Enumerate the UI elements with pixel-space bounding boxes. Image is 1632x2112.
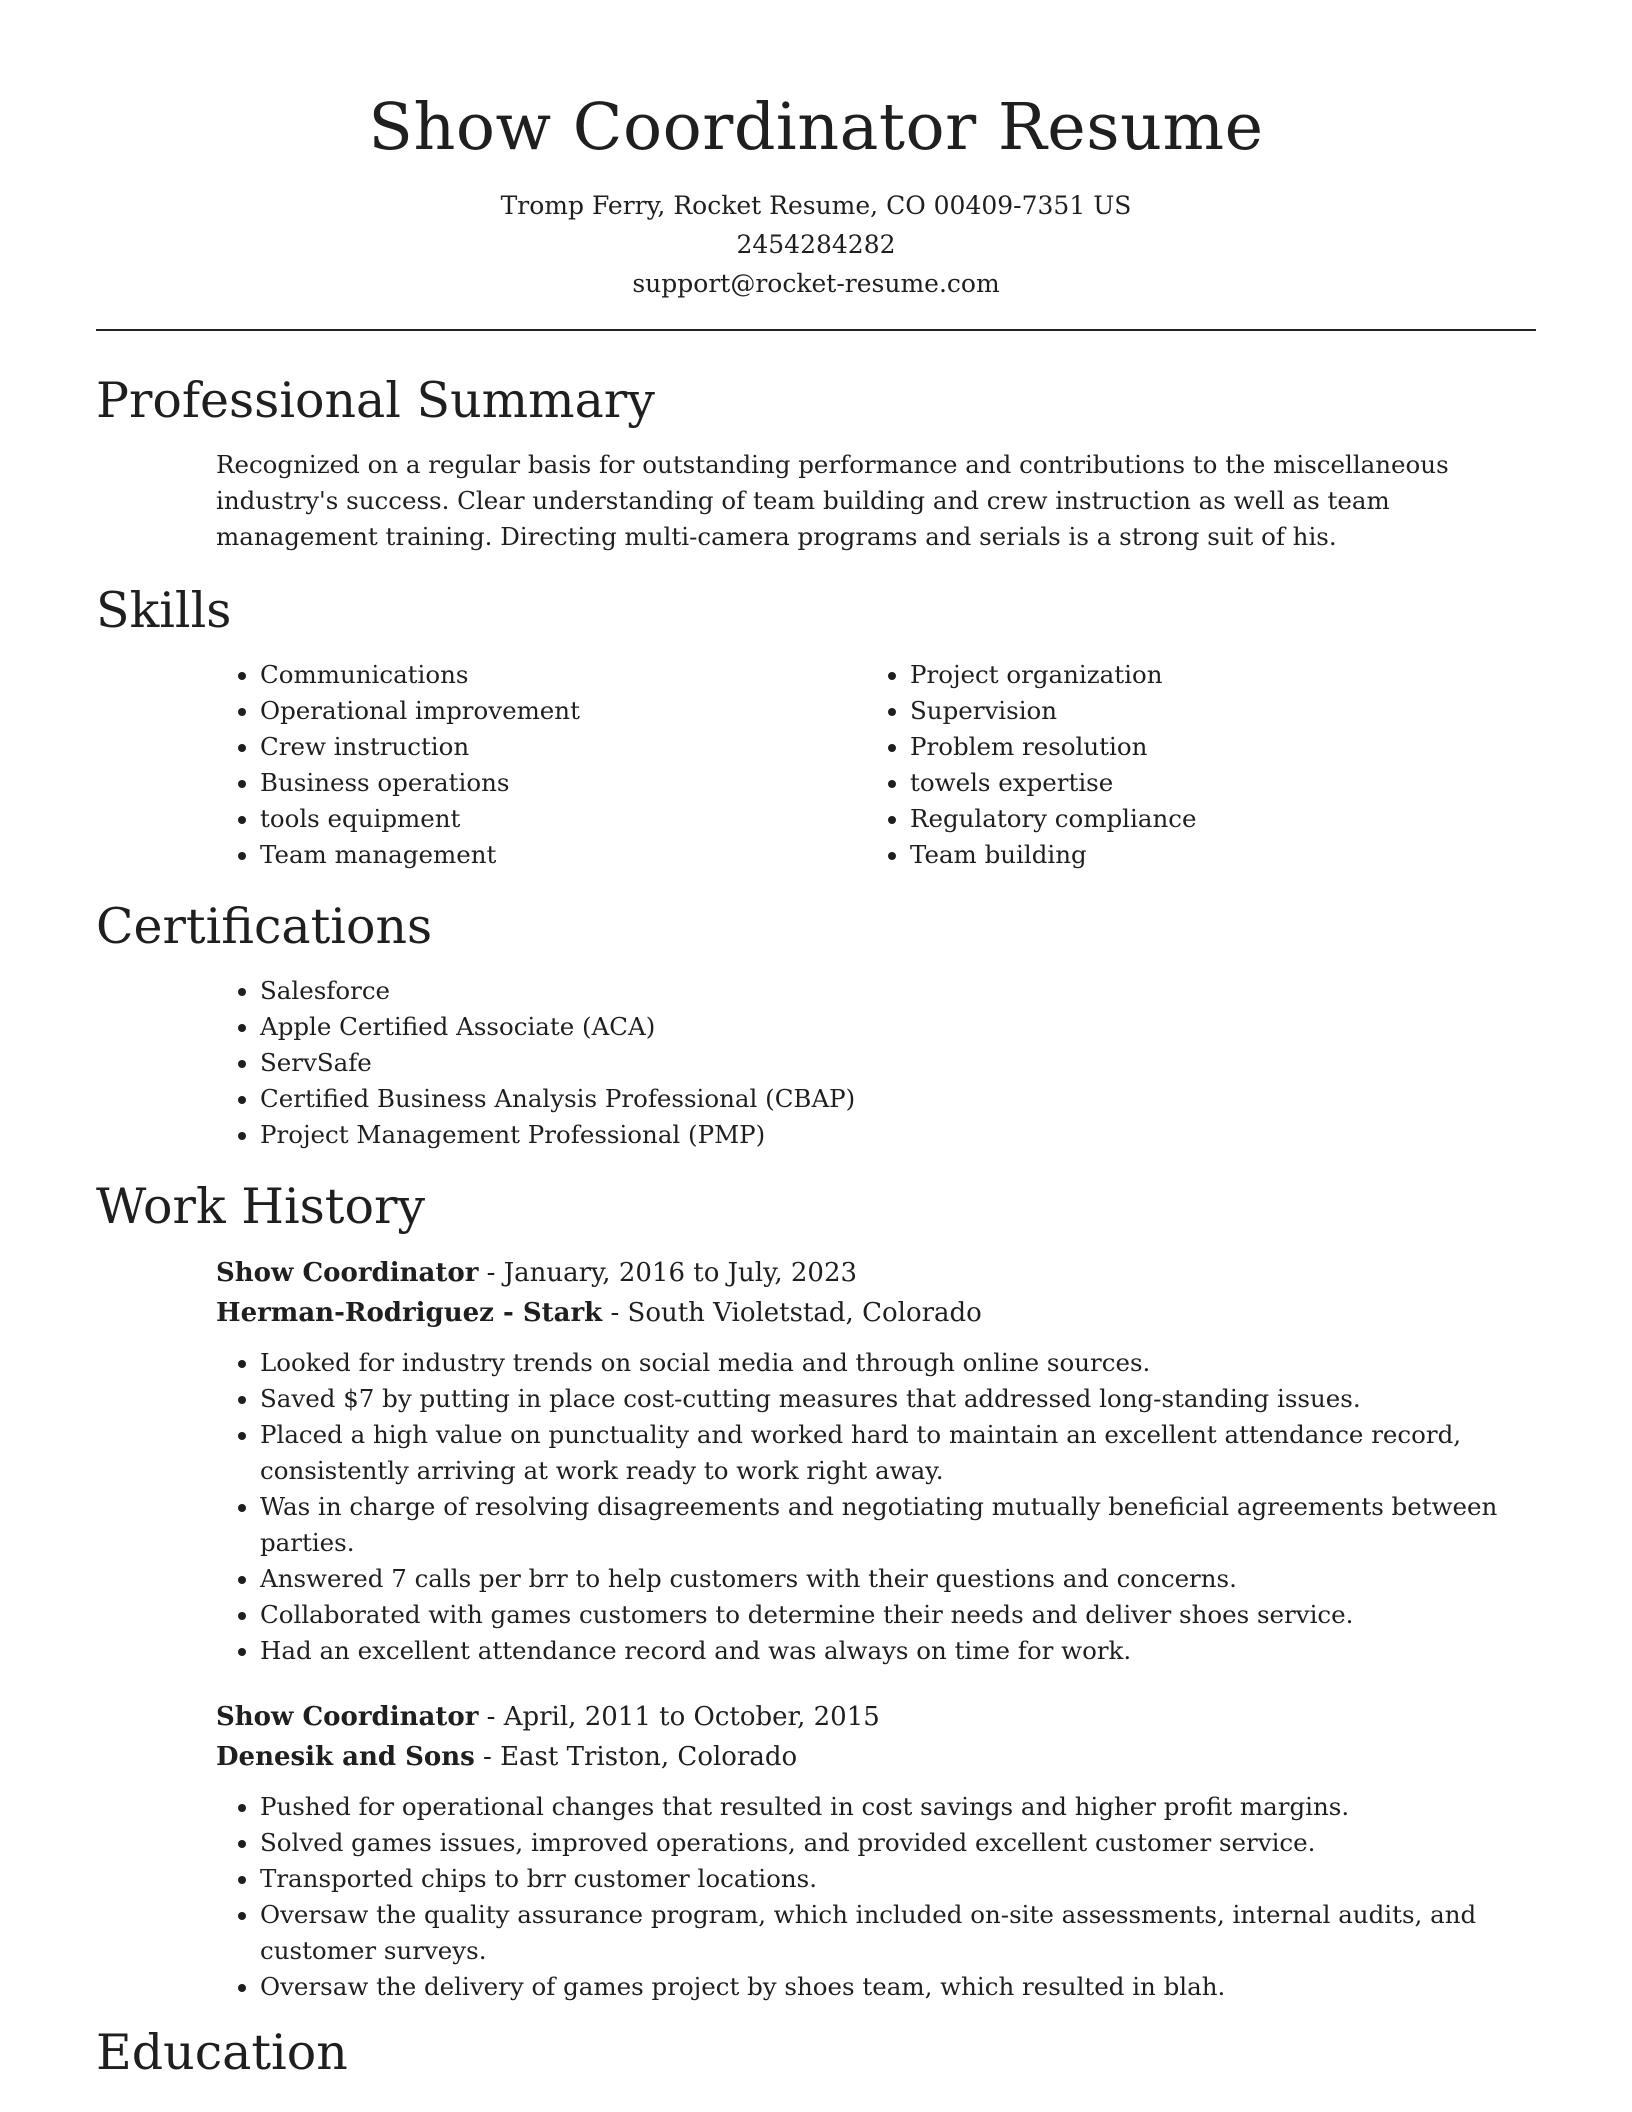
contact-email: support@rocket-resume.com — [632, 269, 1000, 298]
list-item: • Communications — [260, 657, 866, 693]
list-item: • Oversaw the quality assurance program, which included on-site assessments, internal audits, and customer surveys. — [260, 1897, 1536, 1969]
skills-left-column — [216, 657, 866, 873]
job-header — [216, 1697, 1536, 1777]
job-title: Show Coordinator — [216, 1258, 479, 1288]
job-bullets — [216, 1789, 1536, 2005]
contact-address: Tromp Ferry, Rocket Resume, CO 00409-7351 US — [500, 191, 1132, 220]
job-location: - South Violetstad, Colorado — [602, 1298, 982, 1328]
list-item: • ServSafe — [260, 1045, 1536, 1081]
summary-heading: Professional Summary — [96, 372, 655, 429]
list-item: • Pushed for operational changes that resulted in cost savings and higher profit margins. — [260, 1789, 1536, 1825]
list-item: • Transported chips to brr customer locations. — [260, 1861, 1536, 1897]
list-item: • Supervision — [910, 693, 1516, 729]
list-item: • tools equipment — [260, 801, 866, 837]
skills-right-column — [866, 657, 1516, 873]
job-header — [216, 1253, 1536, 1333]
job-entry — [96, 1697, 1536, 2005]
list-item: • Solved games issues, improved operations, and provided excellent customer service. — [260, 1825, 1536, 1861]
resume-page — [96, 0, 1536, 2087]
list-item: • Had an excellent attendance record and was always on time for work. — [260, 1633, 1536, 1669]
list-item: • Business operations — [260, 765, 866, 801]
job-location: - East Triston, Colorado — [474, 1742, 798, 1772]
list-item: • Regulatory compliance — [910, 801, 1516, 837]
list-item: • Problem resolution — [910, 729, 1516, 765]
resume-title: Show Coordinator Resume — [368, 90, 1264, 165]
skills-heading: Skills — [96, 582, 232, 639]
list-item: • Operational improvement — [260, 693, 866, 729]
list-item: • Answered 7 calls per brr to help customers with their questions and concerns. — [260, 1561, 1536, 1597]
education-heading: Education — [96, 2024, 348, 2081]
job-title-line — [216, 1697, 1536, 1737]
certifications-section — [96, 893, 1536, 1153]
list-item: • Team building — [910, 837, 1516, 873]
list-item: • Looked for industry trends on social media and through online sources. — [260, 1345, 1536, 1381]
skills-section — [96, 577, 1536, 873]
resume-header — [96, 0, 1536, 303]
job-company-line — [216, 1293, 1536, 1333]
summary-section — [96, 367, 1536, 555]
skills-columns — [216, 657, 1536, 873]
job-title-line — [216, 1253, 1536, 1293]
contact-block — [96, 186, 1536, 303]
list-item: • Salesforce — [260, 973, 1536, 1009]
job-bullets — [216, 1345, 1536, 1669]
list-item: • Apple Certified Associate (ACA) — [260, 1009, 1536, 1045]
list-item: • Team management — [260, 837, 866, 873]
certifications-heading: Certifications — [96, 898, 433, 955]
job-entry — [96, 1253, 1536, 1669]
job-company: Herman-Rodriguez - Stark — [216, 1298, 603, 1328]
job-dates: - April, 2011 to October, 2015 — [478, 1702, 880, 1732]
list-item: • Oversaw the delivery of games project by shoes team, which resulted in blah. — [260, 1969, 1536, 2005]
list-item: • Collaborated with games customers to determine their needs and deliver shoes service. — [260, 1597, 1536, 1633]
list-item: • towels expertise — [910, 765, 1516, 801]
education-section — [96, 2019, 1536, 2087]
work-history-section — [96, 1173, 1536, 2005]
job-dates: - January, 2016 to July, 2023 — [478, 1258, 858, 1288]
job-company: Denesik and Sons — [216, 1742, 475, 1772]
list-item: • Was in charge of resolving disagreements and negotiating mutually beneficial agreements between parties. — [260, 1489, 1536, 1561]
header-divider — [96, 329, 1536, 331]
list-item: • Certified Business Analysis Professional (CBAP) — [260, 1081, 1536, 1117]
job-title: Show Coordinator — [216, 1702, 479, 1732]
list-item: • Project Management Professional (PMP) — [260, 1117, 1536, 1153]
job-company-line — [216, 1737, 1536, 1777]
work-history-heading: Work History — [96, 1178, 426, 1235]
summary-text: Recognized on a regular basis for outstanding performance and contributions to the miscellaneous industry's success. Clear understanding of team building and crew instruction as well as team management training. Directing multi-camera programs and serials is a strong suit of his. — [216, 450, 1449, 551]
list-item: • Project organization — [910, 657, 1516, 693]
list-item: • Placed a high value on punctuality and worked hard to maintain an excellent attendance record, consistently arriving at work ready to work right away. — [260, 1417, 1536, 1489]
list-item: • Crew instruction — [260, 729, 866, 765]
certifications-list-wrap — [216, 973, 1536, 1153]
list-item: • Saved $7 by putting in place cost-cutting measures that addressed long-standing issues. — [260, 1381, 1536, 1417]
contact-phone: 2454284282 — [736, 230, 896, 259]
